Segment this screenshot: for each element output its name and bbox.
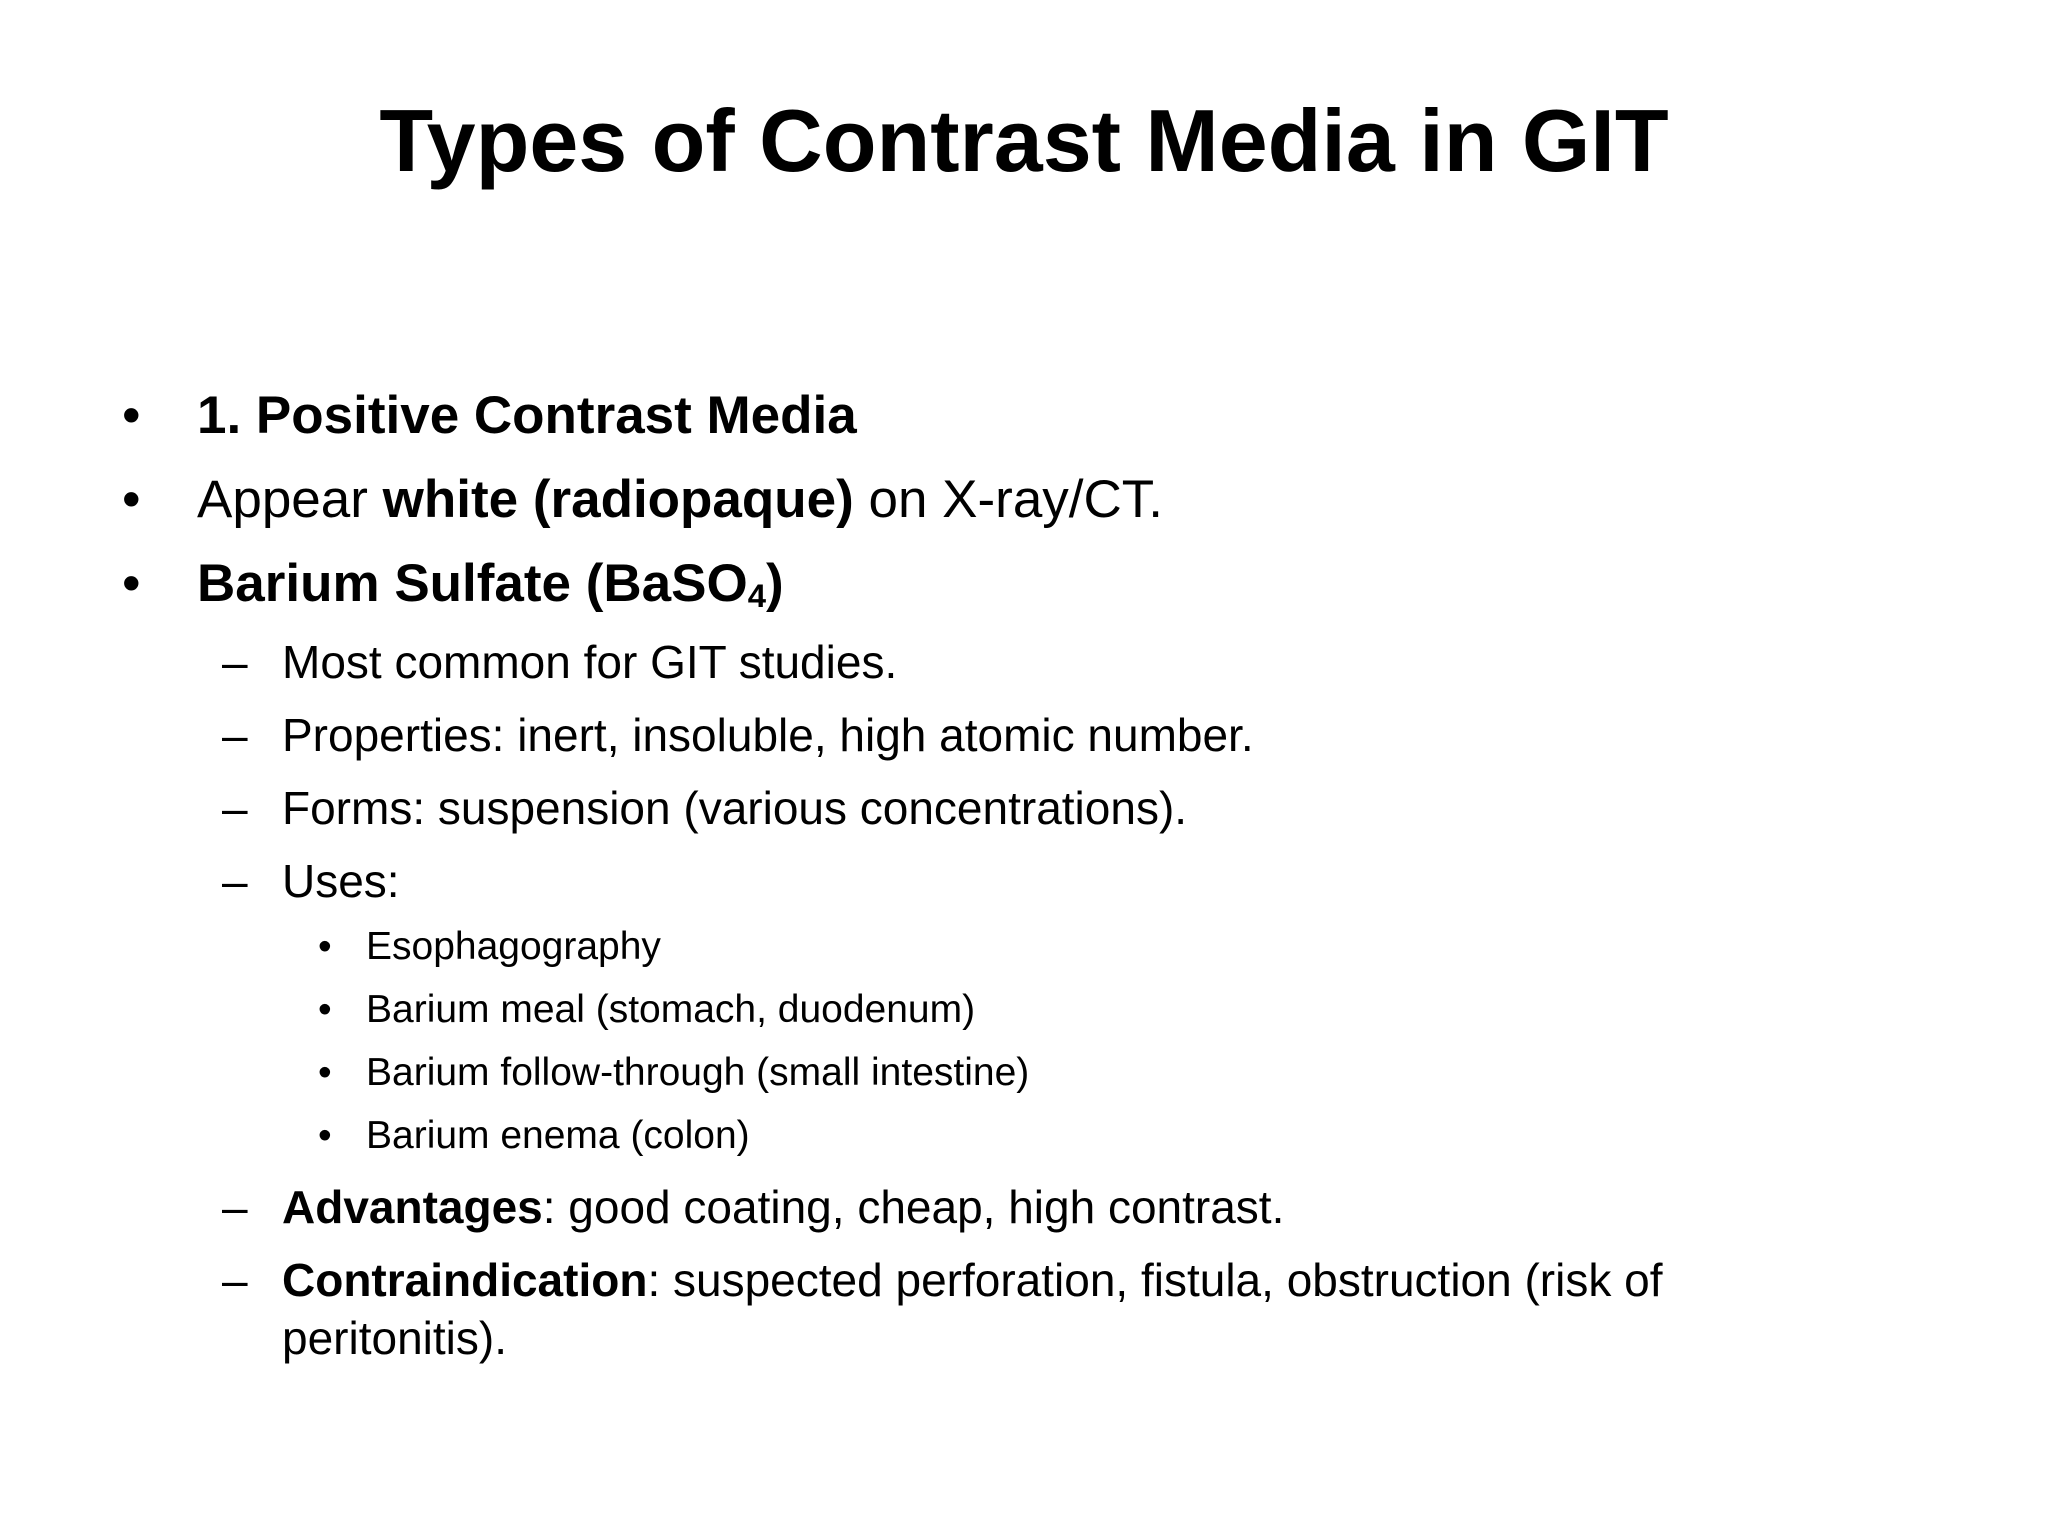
bullet-marker: •: [122, 554, 141, 613]
bullet-text-pre: Appear: [197, 470, 383, 529]
advantages-text: : good coating, cheap, high contrast.: [542, 1181, 1285, 1233]
barium-sulfate-end: ): [766, 554, 784, 613]
bullet-text-post: on X-ray/CT.: [853, 470, 1164, 529]
subitem-properties: Properties: inert, insoluble, high atomic number.: [282, 709, 1254, 761]
use-barium-follow-through: Barium follow-through (small intestine): [366, 1051, 1030, 1094]
use-esophagography: Esophagography: [366, 925, 661, 968]
barium-sulfate-main: Barium Sulfate (BaSO: [197, 554, 748, 613]
advantages-label: Advantages: [282, 1181, 543, 1233]
sub-bullet-marker: •: [318, 1114, 332, 1157]
slide-title: Types of Contrast Media in GIT: [379, 91, 1669, 190]
sub-bullet-marker: •: [318, 925, 332, 968]
dash-marker: –: [222, 855, 248, 907]
bullet-text-bold: white (radiopaque): [382, 470, 854, 529]
subitem-most-common: Most common for GIT studies.: [282, 636, 898, 688]
sub-bullet-marker: •: [318, 988, 332, 1031]
dash-marker: –: [222, 709, 248, 761]
subitem-contraindication: [282, 1252, 1663, 1308]
bullet-appear-white: [197, 468, 1163, 532]
barium-sulfate-subscript: 4: [747, 576, 767, 614]
subitem-advantages: [282, 1179, 1284, 1235]
use-barium-enema: Barium enema (colon): [366, 1114, 750, 1157]
subitem-uses: Uses:: [282, 855, 400, 907]
dash-marker: –: [222, 782, 248, 834]
dash-marker: –: [222, 636, 248, 688]
bullet-barium-sulfate: [197, 552, 784, 628]
contraindication-continuation: peritonitis).: [282, 1312, 507, 1364]
dash-marker: –: [222, 1181, 248, 1233]
use-barium-meal: Barium meal (stomach, duodenum): [366, 988, 976, 1031]
subitem-forms: Forms: suspension (various concentrations).: [282, 782, 1188, 834]
bullet-positive-contrast-media: 1. Positive Contrast Media: [197, 386, 857, 445]
contraindication-label: Contraindication: [282, 1254, 648, 1306]
contraindication-text: : suspected perforation, fistula, obstruction (risk of: [647, 1254, 1663, 1306]
bullet-marker: •: [122, 386, 141, 445]
sub-bullet-marker: •: [318, 1051, 332, 1094]
dash-marker: –: [222, 1254, 248, 1306]
bullet-marker: •: [122, 470, 141, 529]
